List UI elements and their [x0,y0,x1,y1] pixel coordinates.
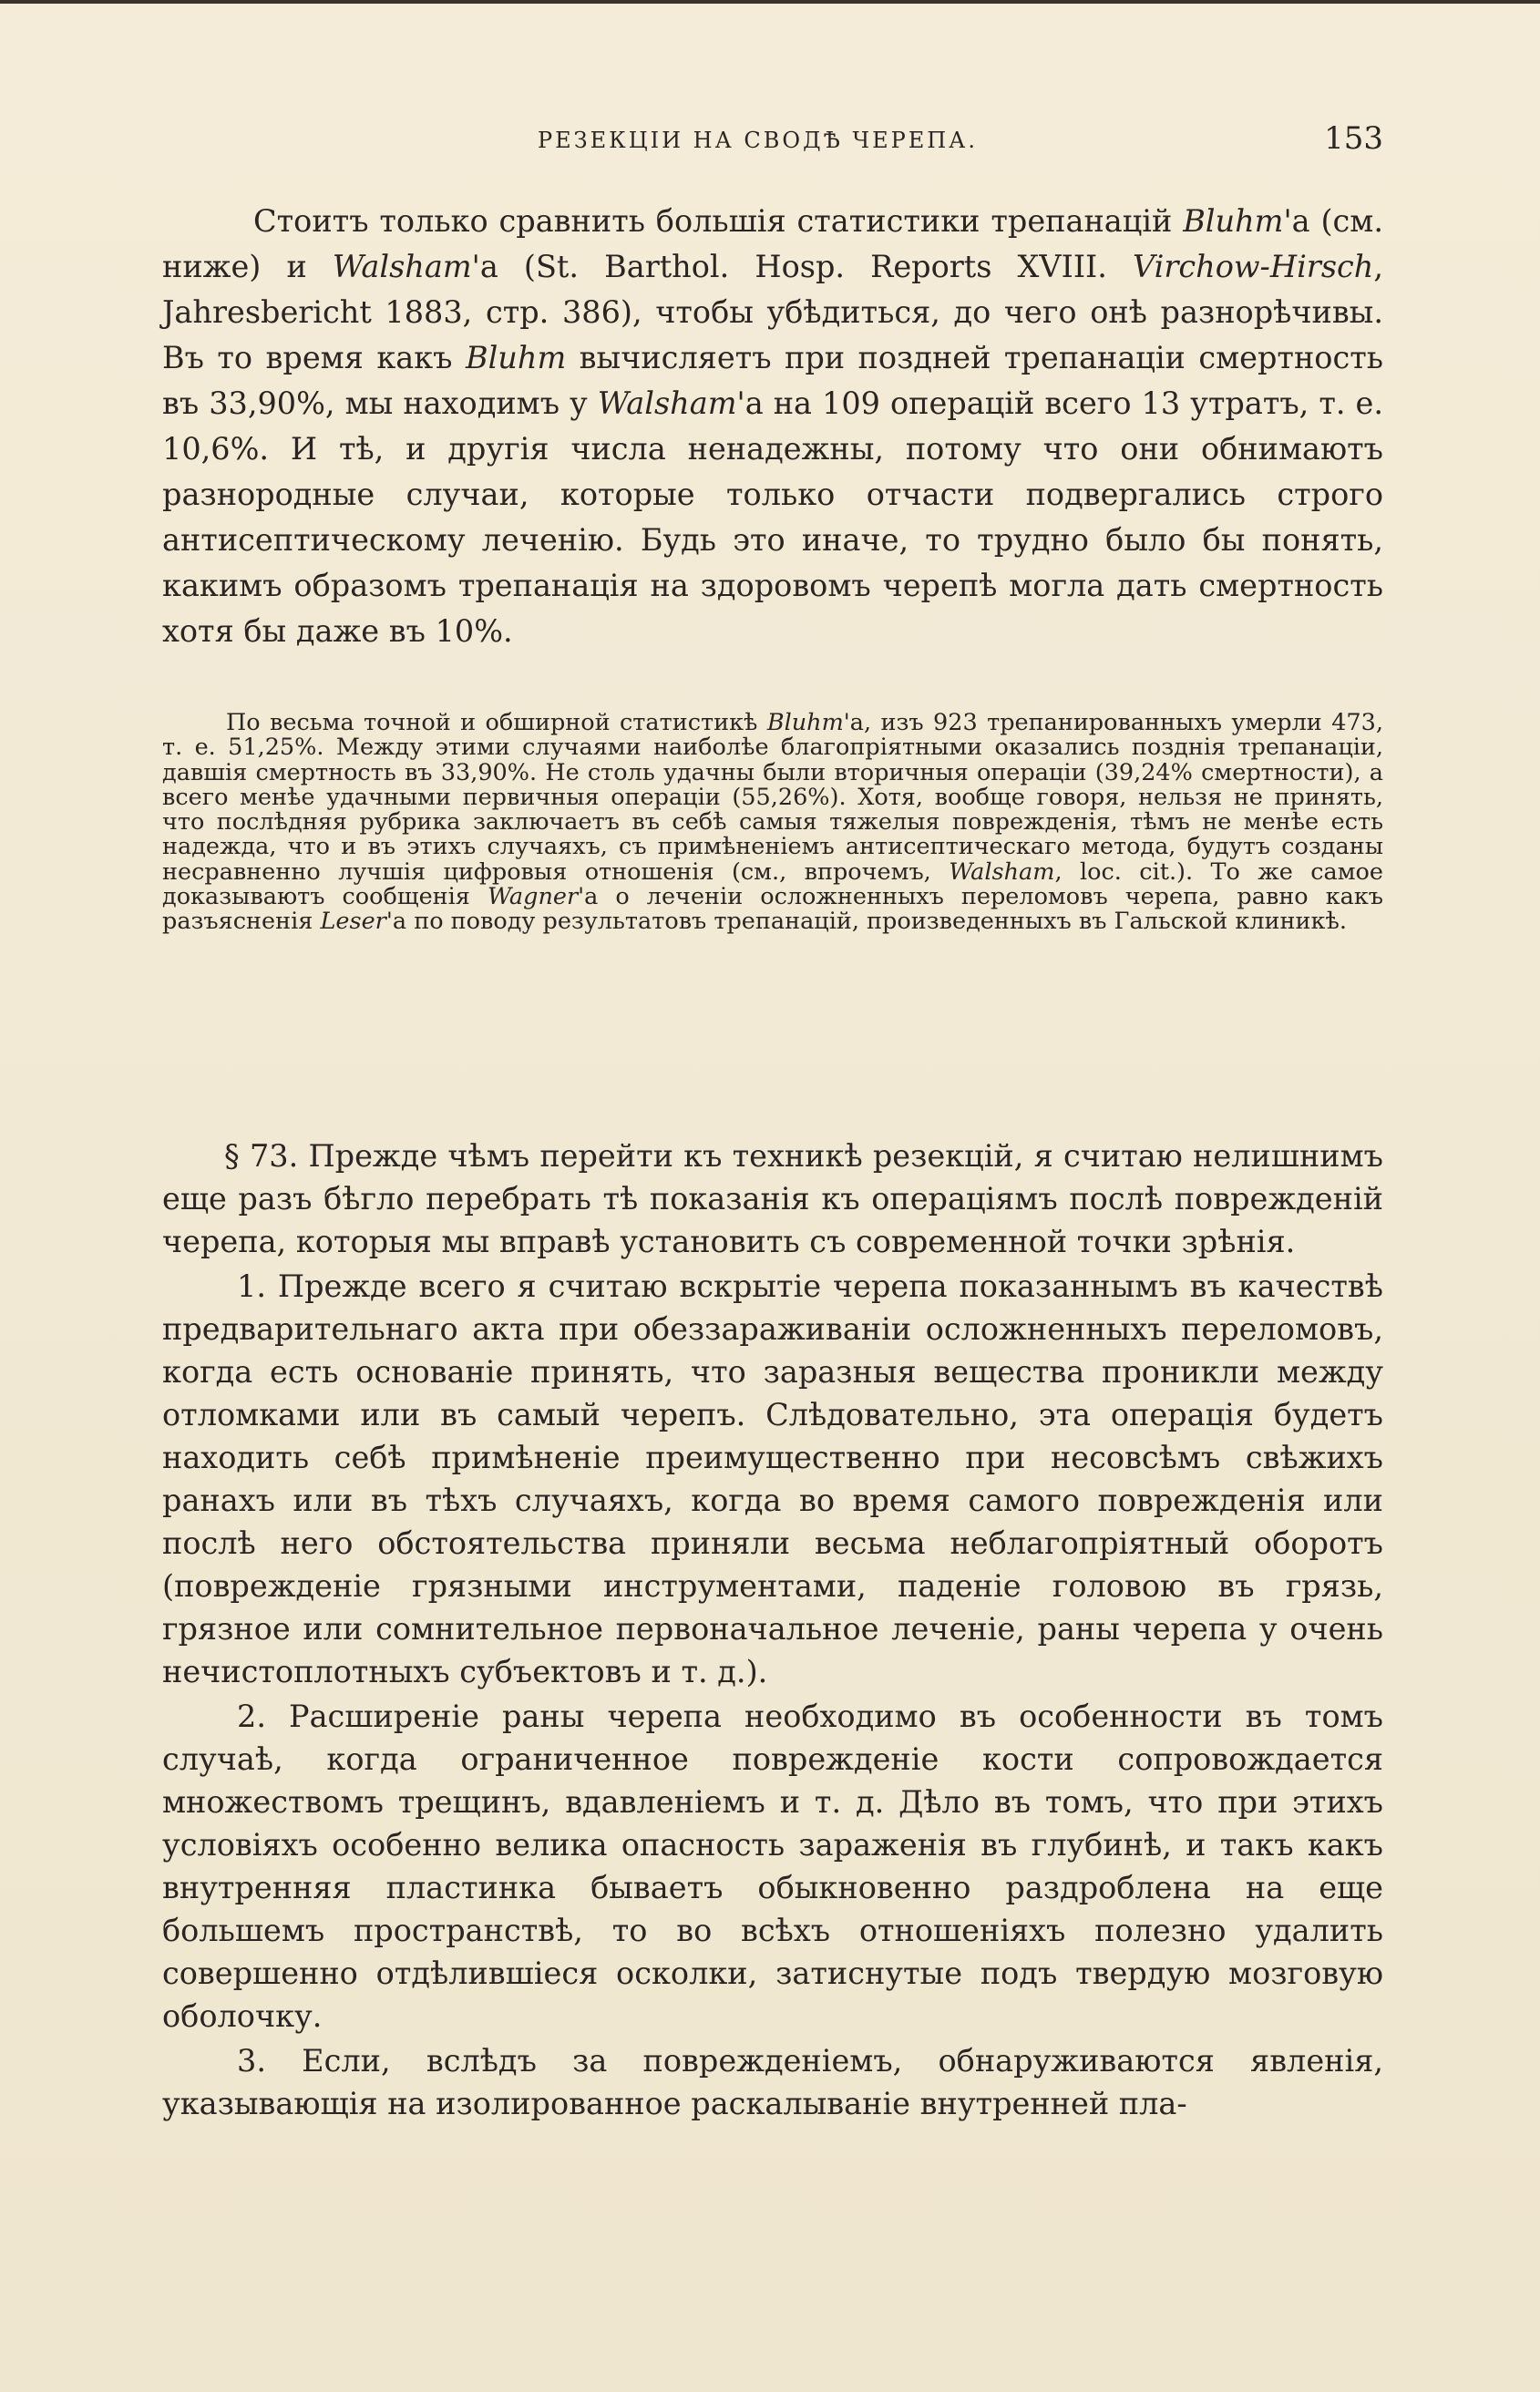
text-run: , Jahresbericht 1883, стр. 386), чтобы убѣдиться, до чего онѣ разнорѣчивы. Въ то время какъ [162,249,1384,375]
section-73-paragraph: § 73. Прежде чѣмъ перейти къ техникѣ резекцій, я считаю нелишнимъ еще разъ бѣгло перебрать тѣ показанія къ операціямъ послѣ поврежденій черепа, которыя мы вправѣ установить съ современной точки зрѣнія. [162,1138,1383,1259]
author-name: Virchow-Hirsch [1133,249,1374,284]
author-name: Walsham [597,385,737,421]
author-name: Bluhm [766,709,844,736]
author-name: Bluhm [1183,203,1284,239]
footnote [162,711,1383,935]
author-name: Wagner [487,883,579,911]
text-run: 'а (см. ниже) и [162,203,1383,284]
running-head: РЕЗЕКЦІИ НА СВОДѢ ЧЕРЕПА. [538,128,978,153]
indication-2-paragraph: 2. Расширеніе раны черепа необходимо въ особенности въ томъ случаѣ, когда ограниченное поврежденіе кости сопровождается множествомъ трещинъ, вдавленіемъ и т. д. Дѣло въ томъ, что при этихъ условіяхъ особенно велика опасность зараженія въ глубинѣ, и такъ какъ внутренняя пластинка бываетъ обыкновенно раздроблена на еще большемъ пространствѣ, то во всѣхъ отношеніяхъ полезно удалить совершенно отдѣлившіеся осколки, затиснутые подъ твердую мозговую оболочку. [162,1699,1383,2034]
text-run: 'а о леченіи осложненныхъ переломовъ черепа, равно какъ разъясненія [162,883,1383,936]
indication-3-paragraph: 3. Если, вслѣдъ за поврежденіемъ, обнаруживаются явленія, указывающія на изолированное раскалываніе внутренней пла- [162,2043,1383,2121]
text-run: вычисляетъ при поздней трепанаціи смертность въ 33,90%, мы находимъ у [162,340,1383,421]
author-name: Walsham [332,249,472,284]
author-name: Walsham [949,857,1055,886]
main-text [162,199,1383,654]
author-name: Bluhm [465,340,567,375]
text-run: По весьма точной и обширной статистикѣ [226,709,767,736]
section-text [162,1134,1383,2125]
page-number: 153 [1324,120,1383,157]
page-header [162,118,1383,164]
text-run: 'а по поводу результатовъ трепанацій, произведенныхъ въ Гальской клиникѣ. [385,908,1347,936]
intro-paragraph [162,199,1383,654]
text-run: Стоитъ только сравнить большія статистики трепанацій [253,203,1184,239]
text-run: 'а, изъ 923 трепанированныхъ умерли 473, т. е. 51,25%. Между этими случаями наиболѣе благопріятными оказались позднія трепанаціи, давшія смертность въ 33,90%. Не столь удачны были вторичныя операціи (39,24% смертности), а всего менѣе удачными первичныя операціи (55,26%). Хотя, вообще говоря, нельзя не принять, что послѣдняя рубрика заключаетъ въ себѣ самыя тяжелыя поврежденія, тѣмъ не менѣе есть надежда, что и въ этихъ случаяхъ, съ примѣненіемъ антисептическаго метода, будутъ созданы несравненно лучшія цифровыя отношенія (см., впрочемъ, [162,709,1383,886]
indication-1-paragraph: 1. Прежде всего я считаю вскрытіе черепа показаннымъ въ качествѣ предварительнаго акта при обеззараживаніи осложненныхъ переломовъ, когда есть основаніе принять, что заразныя вещества проникли между отломками или въ самый черепъ. Слѣдовательно, эта операція будетъ находить себѣ примѣненіе преимущественно при несовсѣмъ свѣжихъ ранахъ или въ тѣхъ случаяхъ, когда во время самого поврежденія или послѣ него обстоятельства приняли весьма неблагопріятный оборотъ (поврежденіе грязными инструментами, паденіе головою въ грязь, грязное или сомнительное первоначальное леченіе, раны черепа у очень нечистоплотныхъ субъектовъ и т. д.). [162,1268,1383,1689]
author-name: Leser [320,908,386,936]
text-run: 'а (St. Barthol. Hosp. Reports XVIII. [471,249,1134,284]
text-run: , loc. cit.). То же самое доказываютъ сообщенія [162,857,1384,911]
text-run: 'а на 109 операцій всего 13 утратъ, т. е. 10,6%. И тѣ, и другія числа ненадежны, потому что они обнимаютъ разнородные случаи, которые только отчасти подвергались строго антисептическому леченію. Будь это иначе, то трудно было бы понять, какимъ образомъ трепанація на здоровомъ черепѣ могла дать смертность хотя бы даже въ 10%. [162,385,1384,649]
top-rule [0,0,1540,4]
